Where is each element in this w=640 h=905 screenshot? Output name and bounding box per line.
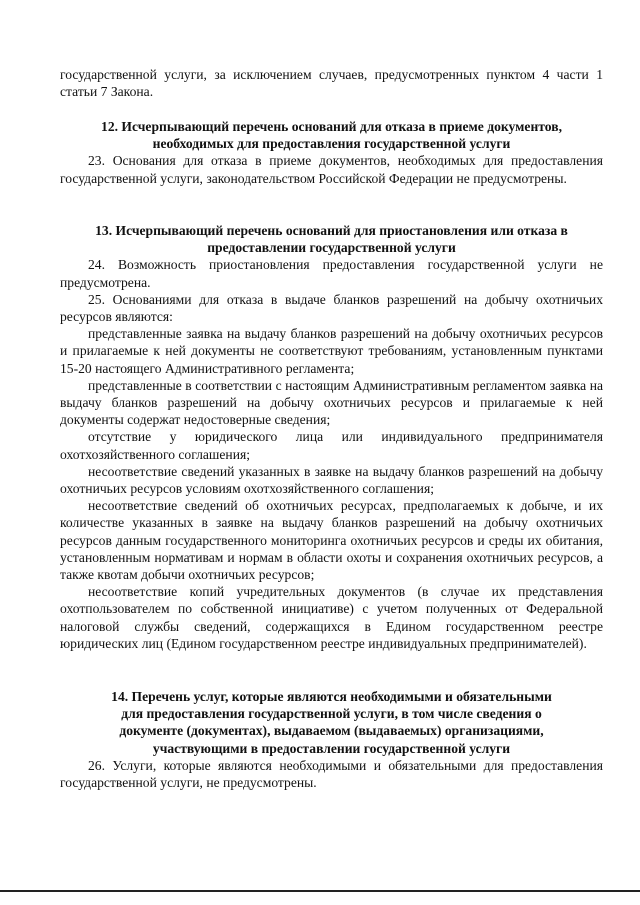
paragraph-25-item-4: несоответствие сведений указанных в заявке на выдачу бланков разрешений на добычу охотничьих ресурсов условиям охотхозяйственного соглашения; [60,463,603,497]
paragraph-25-item-2: представленные в соответствии с настоящим Административным регламентом заявка на выдачу бланков разрешений на добычу охотничьих ресурсов и прилагаемые к ней документы содержат недостоверные сведения; [60,377,603,428]
paragraph-24: 24. Возможность приостановления предоставления государственной услуги не предусмотрена. [60,257,603,290]
section-13 [60,222,603,652]
heading-section-13: 13. Исчерпывающий перечень оснований для приостановления или отказа в предоставлении государственной услуги [95,223,568,256]
section-12 [60,118,603,187]
page-bottom-edge [0,890,640,892]
paragraph-continuation: государственной услуги, за исключением случаев, предусмотренных пунктом 4 части 1 статьи 7 Закона. [60,67,603,100]
section-14 [60,688,603,791]
paragraph-23: 23. Основания для отказа в приеме документов, необходимых для предоставления государственной услуги, законодательством Российской Федерации не предусмотрены. [60,153,603,186]
heading-section-14: 14. Перечень услуг, которые являются необходимыми и обязательными для предоставления государственной услуги, в том числе сведения о документе (документах), выдаваемом (выдаваемых) организациями, участвующими в предоставлении государственной услуги [111,689,552,756]
paragraph-26: 26. Услуги, которые являются необходимыми и обязательными для предоставления государственной услуги, не предусмотрены. [60,757,603,791]
paragraph-25-item-1: представленные заявка на выдачу бланков разрешений на добычу охотничьих ресурсов и прилагаемые к ней документы не соответствуют требованиям, установленным пунктами 15-20 настоящего Административного регламента; [60,326,603,376]
paragraph-25-item-5: несоответствие сведений об охотничьих ресурсах, предполагаемых к добыче, и их количестве указанных в заявке на выдачу бланков разрешений на добычу охотничьих ресурсов данным государственного мониторинга охотничьих ресурсов и среды их обитания, установленным нормативам и нормам в области охоты и сохранения охотничьих ресурсов, а также квотам добычи охотничьих ресурсов; [60,498,603,583]
paragraph-25-item-3: отсутствие у юридического лица или индивидуального предпринимателя охотхозяйственного соглашения; [60,429,603,462]
section-p0 [60,66,603,100]
heading-section-12: 12. Исчерпывающий перечень оснований для отказа в приеме документов, необходимых для предоставления государственной услуги [101,119,562,152]
paragraph-25-item-6: несоответствие копий учредительных документов (в случае их представления охотпользователем по собственной инициативе) с учетом полученных от Федеральной налоговой службы сведений, содержащихся в Едином государственном реестре юридических лиц (Едином государственном реестре индивидуальных предпринимателей). [60,584,603,651]
paragraph-25: 25. Основаниями для отказа в выдаче бланков разрешений на добычу охотничьих ресурсов являются: [60,291,603,325]
